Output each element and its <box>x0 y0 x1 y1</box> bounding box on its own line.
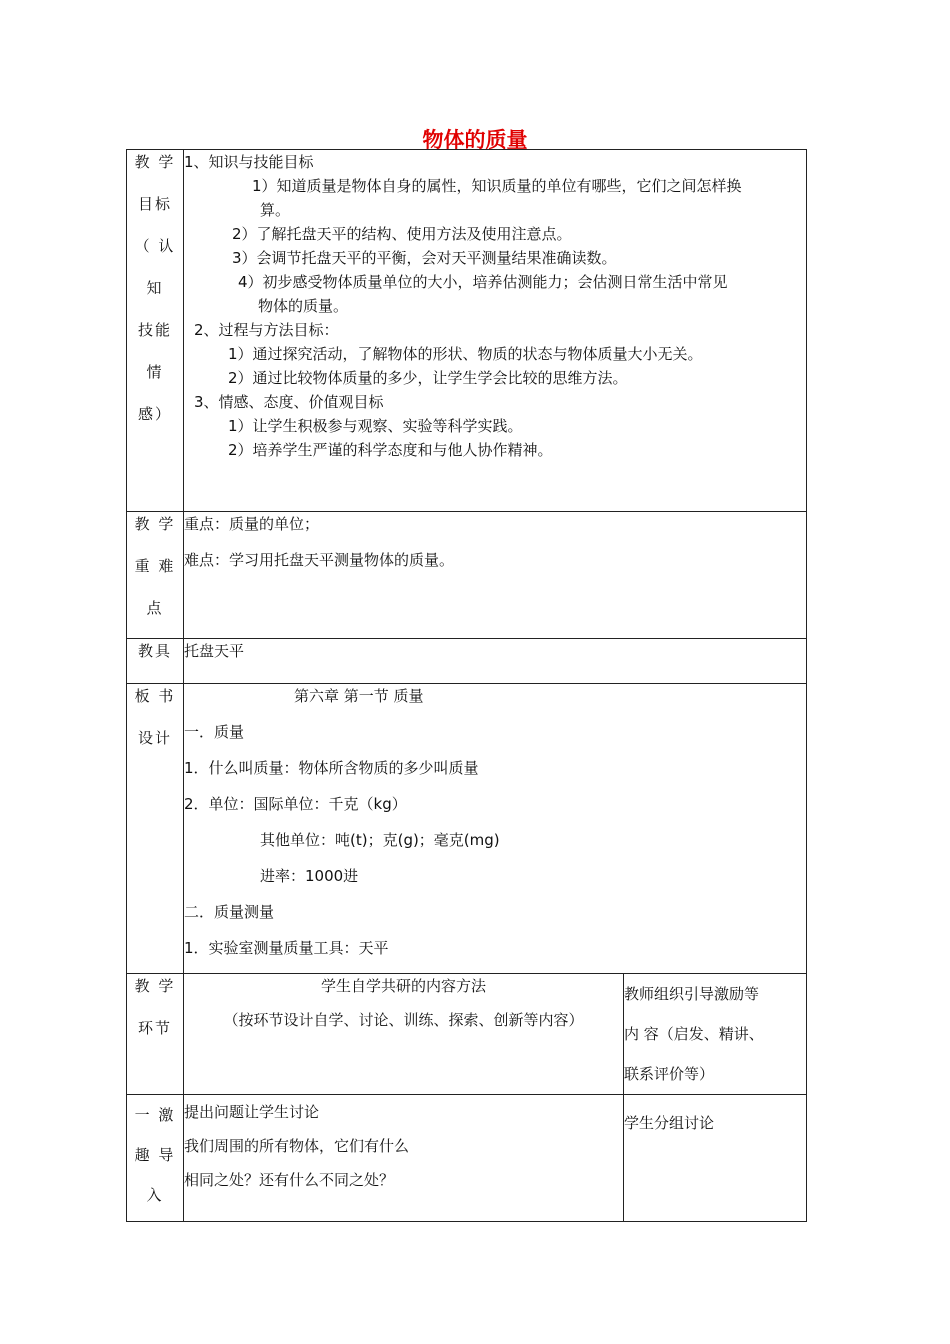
stages-label: 教 学 环节 <box>127 974 184 1095</box>
student-header: 学生自学共研的内容方法 （按环节设计自学、讨论、训练、探索、创新等内容） <box>184 974 624 1095</box>
stage1-label: 一 激 趣 导 入 <box>127 1095 184 1222</box>
keypoints-content <box>184 512 807 639</box>
board-content <box>184 684 807 974</box>
tools-row <box>127 639 807 684</box>
objectives-content <box>184 150 807 512</box>
board-line: 1．实验室测量质量工具：天平 <box>184 939 389 957</box>
lesson-plan-table <box>126 149 807 1222</box>
objective-item: 物体的质量。 <box>258 297 349 315</box>
stage1-row <box>127 1095 807 1222</box>
teacher-header: 教师组织引导激励等 内 容（启发、精讲、 联系评价等） <box>624 974 807 1095</box>
objectives-row <box>127 150 807 512</box>
objective-item: 算。 <box>260 201 291 219</box>
tools-content: 托盘天平 <box>184 639 807 684</box>
objective-item: 4）初步感受物体质量单位的大小，培养估测能力；会估测日常生活中常见 <box>238 273 728 291</box>
key-point: 重点：质量的单位； <box>184 515 320 533</box>
board-line: 2．单位：国际单位：千克（kg） <box>184 795 407 813</box>
stage1-teacher-content: 学生分组讨论 <box>624 1095 807 1222</box>
board-heading: 第六章 第一节 质量 <box>294 687 424 705</box>
objective-item: 2）培养学生严谨的科学态度和与他人协作精神。 <box>228 441 553 459</box>
objective-heading: 1、知识与技能目标 <box>184 153 314 171</box>
board-row <box>127 684 807 974</box>
objective-item: 1）知道质量是物体自身的属性，知识质量的单位有哪些，它们之间怎样换 <box>252 177 742 195</box>
objective-heading: 2、过程与方法目标： <box>194 321 339 339</box>
board-line: 进率：1000进 <box>260 867 359 885</box>
tools-label: 教具 <box>127 639 184 684</box>
difficult-point: 难点：学习用托盘天平测量物体的质量。 <box>184 551 455 569</box>
keypoints-row <box>127 512 807 639</box>
board-line: 1．什么叫质量：物体所含物质的多少叫质量 <box>184 759 479 777</box>
objective-heading: 3、情感、态度、价值观目标 <box>194 393 384 411</box>
objective-item: 1）通过探究活动，了解物体的形状、物质的状态与物体质量大小无关。 <box>228 345 703 363</box>
page-title: 物体的质量 <box>422 128 528 152</box>
objectives-label: 教 学 目标 （ 认 知 技能 情 感） <box>127 150 184 512</box>
objective-item: 2）了解托盘天平的结构、使用方法及使用注意点。 <box>232 225 572 243</box>
board-line: 二．质量测量 <box>184 903 275 921</box>
keypoints-label: 教 学 重 难 点 <box>127 512 184 639</box>
objective-item: 2）通过比较物体质量的多少，让学生学会比较的思维方法。 <box>228 369 628 387</box>
objective-item: 1）让学生积极参与观察、实验等科学实践。 <box>228 417 523 435</box>
board-line: 一．质量 <box>184 723 245 741</box>
board-label: 板 书 设计 <box>127 684 184 974</box>
objective-item: 3）会调节托盘天平的平衡，会对天平测量结果准确读数。 <box>232 249 617 267</box>
stage1-student-content: 提出问题让学生讨论 我们周围的所有物体，它们有什么 相同之处？还有什么不同之处？ <box>184 1095 624 1222</box>
board-line: 其他单位：吨(t)；克(g)；毫克(mg) <box>260 831 500 849</box>
stages-header-row <box>127 974 807 1095</box>
